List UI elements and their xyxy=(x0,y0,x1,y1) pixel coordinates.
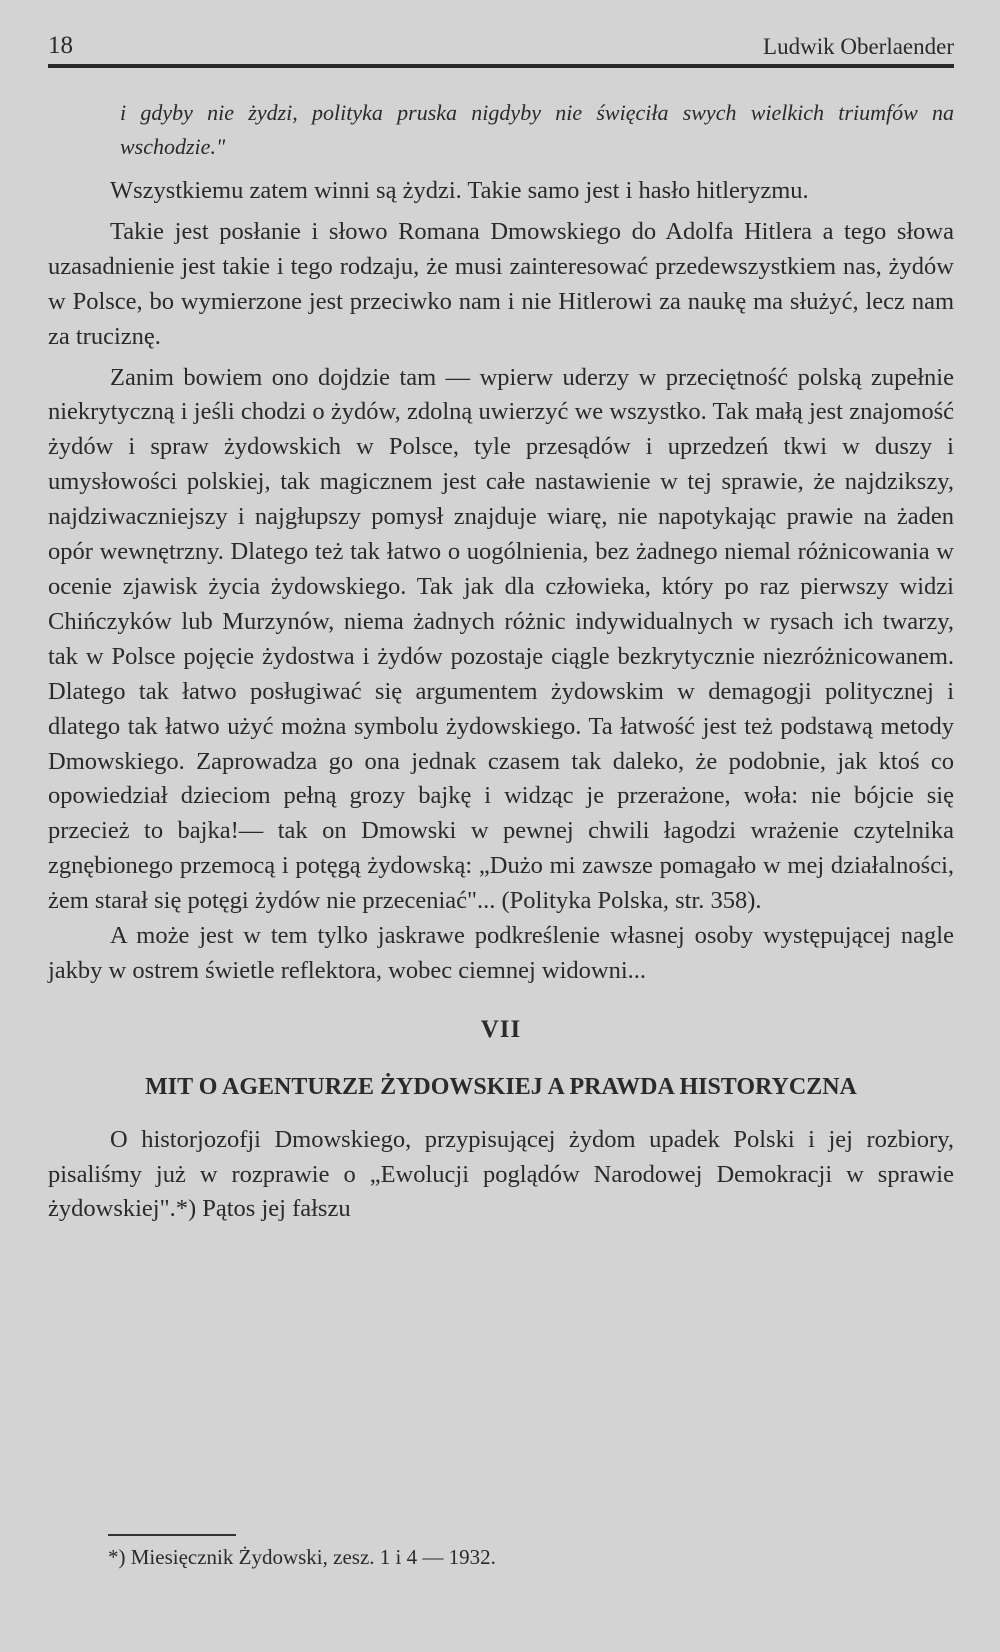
page-number: 18 xyxy=(48,32,73,59)
footnote: *) Miesięcznik Żydowski, zesz. 1 i 4 — 1932. xyxy=(108,1545,496,1569)
paragraph: Zanim bowiem ono dojdzie tam — wpierw uderzy w przeciętność polską zupełnie niekrytyczną i jeśli chodzi o żydów, zdolną uwierzyć we wszystko. Tak małą jest znajomość żydów i spraw żydowskich w Polsce, tyle przesądów i uprzedzeń tkwi w duszy i umysłowości polskiej, tak magicznem jest całe nastawienie w tej sprawie, że najdzikszy, najdziwaczniejszy i najgłupszy pomysł znajduje wiarę, nie napotykając prawie na żaden opór wewnętrzny. Dlatego też tak łatwo o uogólnienia, bez żadnego niemal różnicowania w ocenie zjawisk życia żydowskiego. Tak jak dla człowieka, który po raz pierwszy widzi Chińczyków lub Murzynów, niema żadnych różnic indywidualnych w rysach ich twarzy, tak w Polsce pojęcie żydostwa i żydów pozostaje ciągle bezkrytycznie niezróżnicowanem. Dlatego tak łatwo posługiwać się argumentem żydowskim w demagogji politycznej i dlatego tak łatwo użyć można symbolu żydowskiego. Ta łatwość jest też podstawą metody Dmowskiego. Zaprowadza go ona jednak czasem tak daleko, że podobnie, jak ktoś co opowiedział dzieciom pełną grozy bajkę i widząc je przerażone, woła: nie bójcie się przecież to bajka!— tak on Dmowski w pewnej chwili łagodzi wrażenie czytelnika zgnębionego przemocą i potęgą żydowską: „Dużo mi zawsze pomagało w mej działalności, żem starał się potęgi żydów nie przeceniać"... (Polityka Polska, str. 358). xyxy=(48,363,954,915)
header-rule xyxy=(48,64,954,68)
chapter-paragraph: O historjozofji Dmowskiego, przypisującej żydom upadek Polski i jej rozbiory, pisaliśmy już w rozprawie o „Ewolucji poglądów Narodowej Demokracji w sprawie żydowskiej".*) Pątos jej fałszu xyxy=(48,1125,954,1223)
running-head: Ludwik Oberlaender xyxy=(763,34,954,59)
page-header xyxy=(48,30,954,64)
footnote-rule xyxy=(108,1534,236,1536)
chapter-number: VII xyxy=(480,1015,522,1043)
paragraph: Wszystkiemu zatem winni są żydzi. Takie samo jest i hasło hitleryzmu. xyxy=(110,177,809,204)
quote-paragraph: i gdyby nie żydzi, polityka pruska nigdyby nie święciła swych wielkich triumfów na wschodzie." xyxy=(120,100,954,159)
chapter-title: MIT O AGENTURZE ŻYDOWSKIEJ A PRAWDA HISTORYCZNA xyxy=(145,1073,857,1100)
paragraph: A może jest w tem tylko jaskrawe podkreślenie własnej osoby występującej nagle jakby w ostrem świetle reflektora, wobec ciemnej widowni... xyxy=(48,922,954,984)
page-body xyxy=(48,96,954,1227)
paragraph: Takie jest posłanie i słowo Romana Dmowskiego do Adolfa Hitlera a tego słowa uzasadnienie jest takie i tego rodzaju, że musi zainteresować przedewszystkiem nas, żydów w Polsce, bo wymierzone jest przeciwko nam i nie Hitlerowi za naukę ma służyć, lecz nam za truciznę. xyxy=(48,217,954,350)
